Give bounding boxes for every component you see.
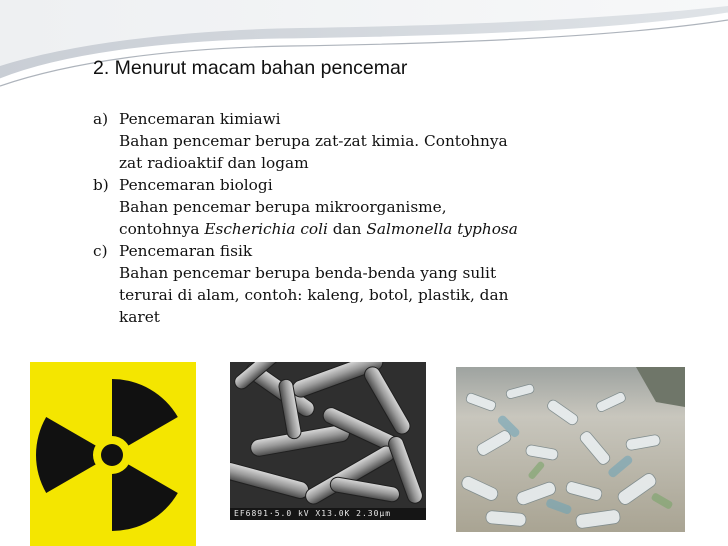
- species-name: Escherichia coli: [204, 220, 328, 238]
- slide-title: 2. Menurut macam bahan pencemar: [93, 57, 408, 79]
- item-description-line: Bahan pencemar berupa benda-benda yang sulit: [119, 264, 497, 282]
- list-item-physical: [93, 240, 573, 328]
- item-description-line: karet: [119, 308, 160, 326]
- list-item-biological: [93, 174, 573, 240]
- item-description-line: Bahan pencemar berupa zat-zat kimia. Contohnya: [119, 132, 508, 150]
- plastic-waste-image: [456, 367, 685, 532]
- list-marker: a): [93, 110, 109, 128]
- item-description-line: terurai di alam, contoh: kaleng, botol, plastik, dan: [119, 286, 509, 304]
- bacteria-micrograph: [230, 362, 426, 520]
- item-description-line: Bahan pencemar berupa mikroorganisme,: [119, 198, 447, 216]
- bacteria-micrograph-image: [230, 362, 426, 520]
- radiation-icon: [30, 362, 196, 546]
- list-marker: b): [93, 176, 109, 194]
- item-heading: Pencemaran biologi: [119, 176, 273, 194]
- item-description-line: zat radioaktif dan logam: [119, 154, 309, 172]
- item-heading: Pencemaran fisik: [119, 242, 253, 260]
- item-description-line: [119, 218, 573, 240]
- pollution-type-list: [93, 108, 573, 328]
- micrograph-scale-label: EF6891·5.0 kV X13.0K 2.30µm: [234, 509, 392, 518]
- species-name: Salmonella typhosa: [366, 220, 518, 238]
- list-item-chemical: [93, 108, 573, 174]
- plastic-waste-photo: [456, 367, 685, 532]
- list-marker: c): [93, 242, 108, 260]
- conjunction: dan: [327, 220, 367, 238]
- description-prefix: contohnya: [119, 220, 205, 238]
- item-heading: Pencemaran kimiawi: [119, 110, 281, 128]
- radiation-symbol-image: [30, 362, 196, 546]
